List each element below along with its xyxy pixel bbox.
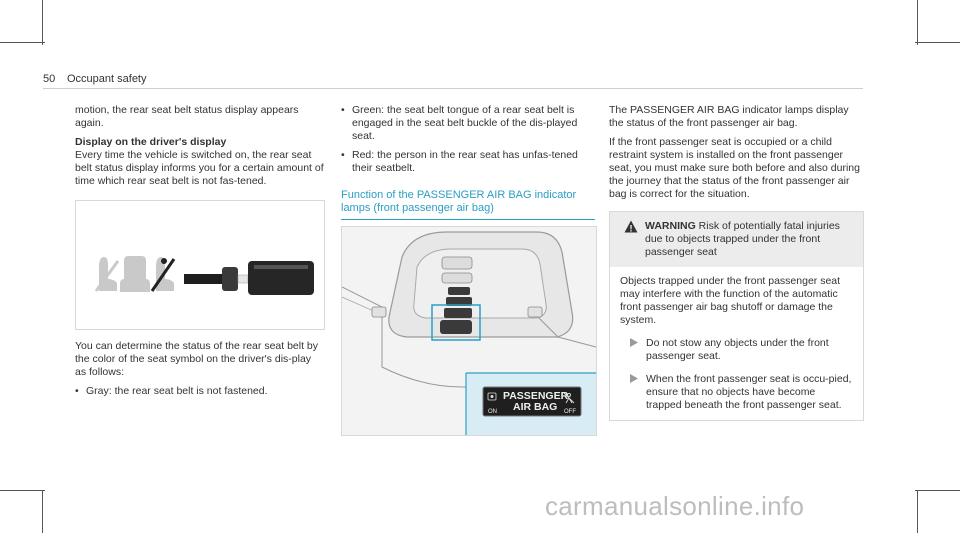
subheading-driver-display: Display on the driver's display: [75, 136, 227, 148]
column-3: [609, 104, 864, 421]
indicator-sub-label: AIR BAG: [513, 401, 558, 413]
warning-step: [620, 373, 853, 412]
header-divider: [43, 88, 863, 89]
indicator-off-label: OFF: [564, 409, 576, 415]
crop-mark-bottom-left-h: [0, 490, 45, 491]
warning-box: [609, 211, 864, 421]
bullet-gray: [75, 385, 325, 398]
warning-triangle-icon: [624, 220, 638, 237]
crop-mark-top-right-h: [915, 42, 960, 43]
crop-mark-top-left-h: [0, 42, 45, 43]
seat-belt-status-figure: [75, 200, 325, 330]
bullet-red: [341, 149, 596, 175]
bullet-green: [341, 104, 596, 143]
column-2: [341, 104, 596, 436]
indicator-main-label: PASSENGER: [503, 390, 569, 402]
crop-mark-bottom-right-v: [917, 490, 918, 533]
bullet-dot: •: [341, 149, 345, 161]
warning-header: [610, 212, 863, 267]
bullet-dot: •: [341, 104, 345, 116]
seat-icon-left: [96, 257, 118, 291]
crop-mark-bottom-left-v: [42, 490, 43, 533]
bullet-green-text: Green: the seat belt tongue of a rear seat belt is engaged in the seat belt buckle of the dis-played seat.: [352, 104, 578, 142]
seat-belt-buckle-illustration: [184, 261, 314, 295]
intro-paragraph: motion, the rear seat belt status display appears again.: [75, 104, 299, 129]
section-title-underline: [341, 219, 595, 220]
warning-body: [610, 267, 863, 420]
indicator-on-label: ON: [488, 409, 497, 415]
warning-step-text: Do not stow any objects under the front passenger seat.: [646, 337, 829, 362]
step-arrow-icon: [630, 374, 638, 387]
seat-icon-right: [152, 257, 174, 291]
paragraph-indicator-display: The PASSENGER AIR BAG indicator lamps display the status of the front passenger air bag.: [609, 104, 849, 129]
warning-heading: Risk of potentially fatal injuries due to objects trapped under the front passenger seat: [645, 220, 840, 258]
paragraph-status-display: Every time the vehicle is switched on, the rear seat belt status display informs you for a certain amount of time which rear seat belt is not fas-tened.: [75, 149, 324, 187]
warning-step-text: When the front passenger seat is occu-pied, ensure that no objects have become trapped beneath the front passenger seat.: [646, 373, 852, 411]
crop-mark-top-left-v: [42, 0, 43, 45]
paragraph-seat-color: You can determine the status of the rear seat belt by the color of the seat symbol on the driver's dis-play as follows:: [75, 340, 319, 378]
overhead-panel-drawing: [342, 227, 596, 435]
column-1: [75, 104, 325, 404]
page-header-title: Occupant safety: [67, 73, 147, 85]
paragraph-passenger-seat: If the front passenger seat is occupied or a child restraint system is installed on the front passenger seat, you must make sure both before and also during the journey that the status of the front passenger air bag is correct for the situation.: [609, 136, 860, 200]
crop-mark-bottom-right-h: [915, 490, 960, 491]
overhead-control-panel-figure: [341, 226, 597, 436]
watermark: carmanualsonline.info: [545, 491, 805, 521]
crop-mark-top-right-v: [917, 0, 918, 45]
bullet-gray-text: Gray: the rear seat belt is not fastened.: [86, 385, 268, 397]
warning-step: [620, 337, 853, 363]
bullet-red-text: Red: the person in the rear seat has unfas-tened their seatbelt.: [352, 149, 578, 174]
bullet-dot: •: [75, 385, 79, 397]
warning-triangle-glyph: !: [629, 223, 633, 233]
warning-body-text: Objects trapped under the front passenger seat may interfere with the function of the automatic front passenger air bag shutoff or damage the system.: [620, 275, 841, 326]
page-number: 50: [43, 73, 56, 85]
section-title-airbag-indicator: Function of the PASSENGER AIR BAG indicator lamps (front passenger air bag): [341, 189, 577, 214]
step-arrow-icon: [630, 338, 638, 351]
seat-belt-figure-drawing: [76, 201, 324, 329]
warning-label: WARNING: [645, 220, 696, 232]
seat-icon-middle: [120, 256, 150, 292]
